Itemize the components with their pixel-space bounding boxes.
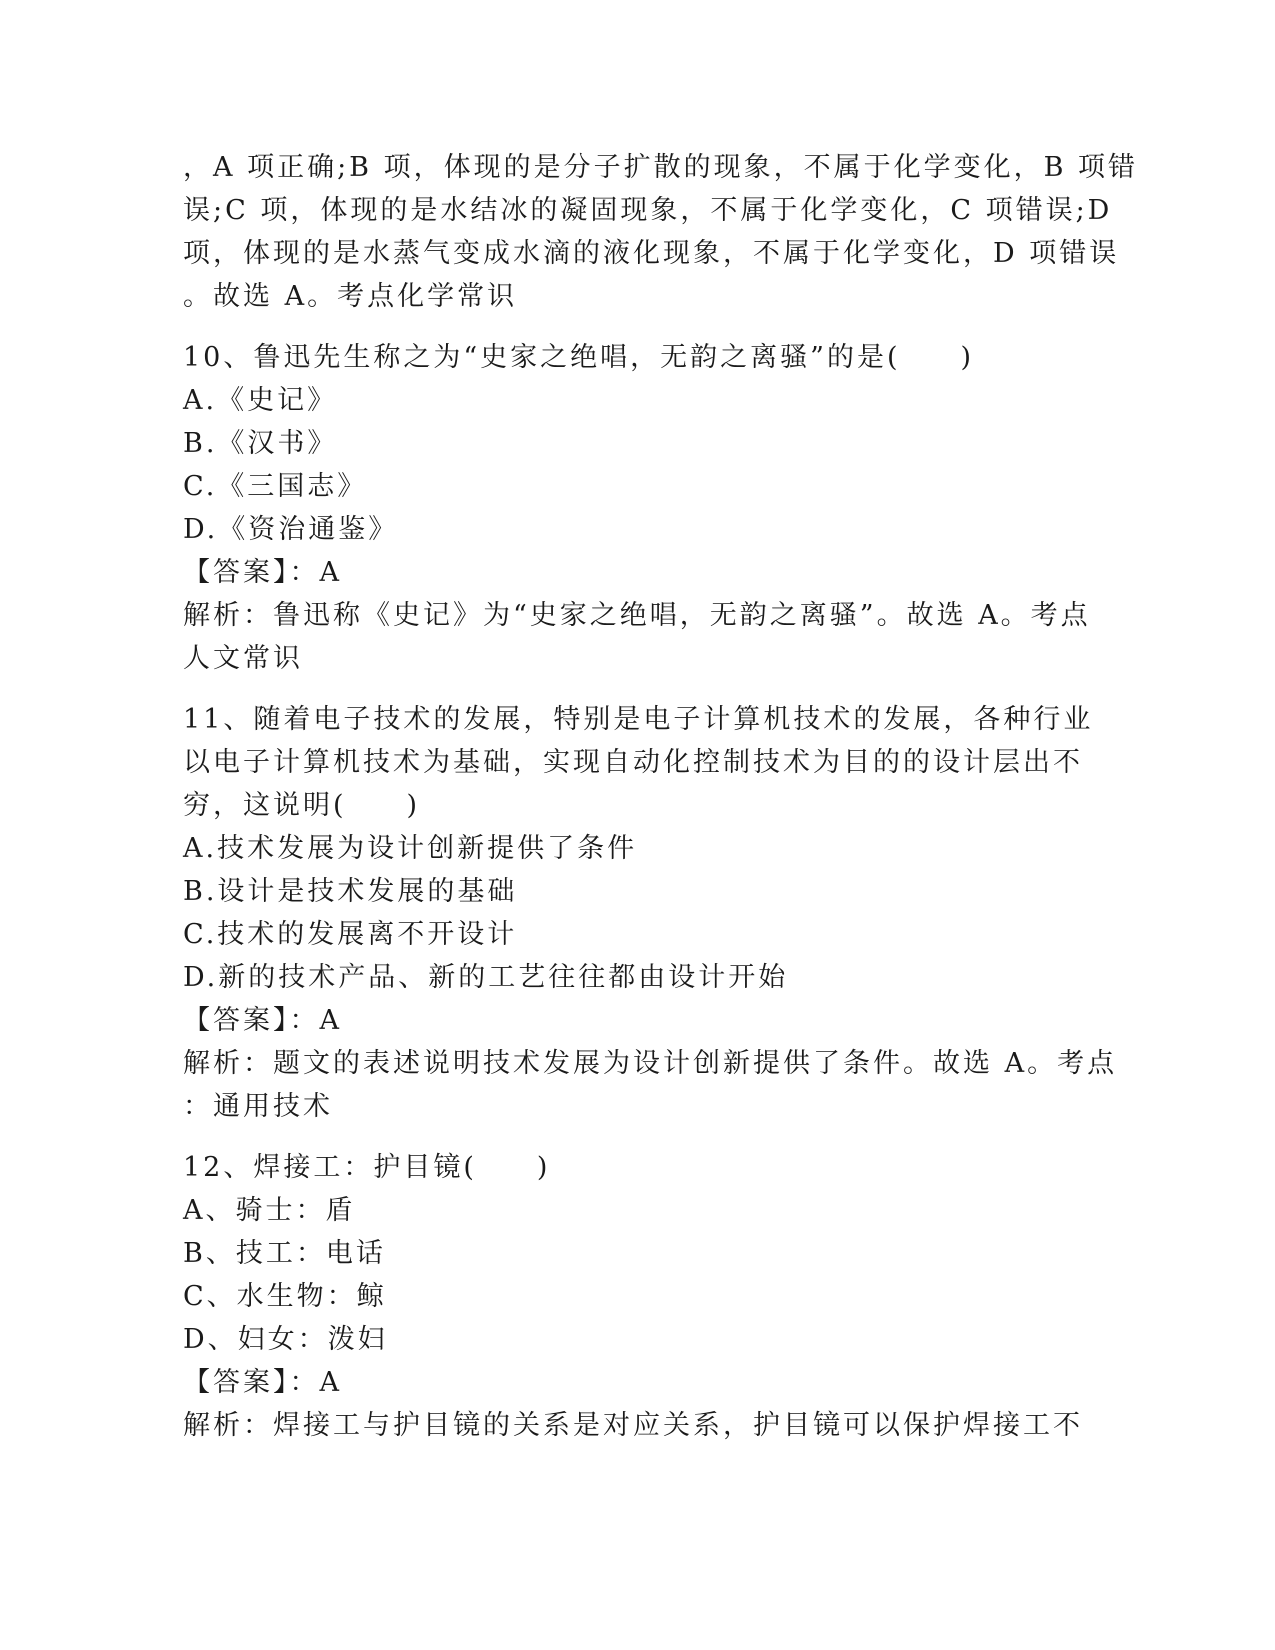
explanation-line: 解析：焊接工与护目镜的关系是对应关系，护目镜可以保护焊接工不 (183, 1410, 1083, 1441)
document-page (183, 146, 1139, 1447)
option-b: B.《汉书》 (183, 428, 338, 459)
question-stem: 12、焊接工：护目镜( ) (183, 1152, 551, 1183)
answer: 【答案】：A (183, 1005, 342, 1036)
question-stem: 穷，这说明( ) (183, 790, 421, 821)
question-11 (183, 698, 1118, 1128)
question-stem: 11、随着电子技术的发展，特别是电子计算机技术的发展，各种行业 (183, 704, 1094, 735)
question-12 (183, 1146, 1083, 1447)
answer: 【答案】：A (183, 557, 342, 588)
text-line: 误;C 项，体现的是水结冰的凝固现象，不属于化学变化，C 项错误;D (183, 195, 1113, 226)
text-line: 。故选 A。考点化学常识 (183, 281, 518, 312)
option-c: C、水生物：鲸 (183, 1281, 387, 1312)
option-d: D.《资治通鉴》 (183, 514, 399, 545)
answer: 【答案】：A (183, 1367, 342, 1398)
previous-explanation (183, 146, 1139, 318)
option-d: D.新的技术产品、新的工艺往往都由设计开始 (183, 962, 789, 993)
option-d: D、妇女：泼妇 (183, 1324, 388, 1355)
option-a: A、骑士：盾 (183, 1195, 356, 1226)
option-c: C.《三国志》 (183, 471, 368, 502)
option-b: B、技工：电话 (183, 1238, 386, 1269)
question-10 (183, 336, 1091, 680)
option-b: B.设计是技术发展的基础 (183, 876, 518, 907)
explanation-line: 解析：题文的表述说明技术发展为设计创新提供了条件。故选 A。考点 (183, 1048, 1118, 1079)
question-stem: 10、鲁迅先生称之为“史家之绝唱，无韵之离骚”的是( ) (183, 342, 975, 373)
option-a: A.《史记》 (183, 385, 338, 416)
option-c: C.技术的发展离不开设计 (183, 919, 518, 950)
explanation-line: 解析：鲁迅称《史记》为“史家之绝唱，无韵之离骚”。故选 A。考点 (183, 600, 1091, 631)
explanation-line: 人文常识 (183, 643, 303, 674)
option-a: A.技术发展为设计创新提供了条件 (183, 833, 638, 864)
text-line: ，A 项正确;B 项，体现的是分子扩散的现象，不属于化学变化，B 项错 (183, 152, 1139, 183)
question-stem: 以电子计算机技术为基础，实现自动化控制技术为目的的设计层出不 (183, 747, 1083, 778)
explanation-line: ：通用技术 (183, 1091, 333, 1122)
text-line: 项，体现的是水蒸气变成水滴的液化现象，不属于化学变化，D 项错误 (183, 238, 1120, 269)
